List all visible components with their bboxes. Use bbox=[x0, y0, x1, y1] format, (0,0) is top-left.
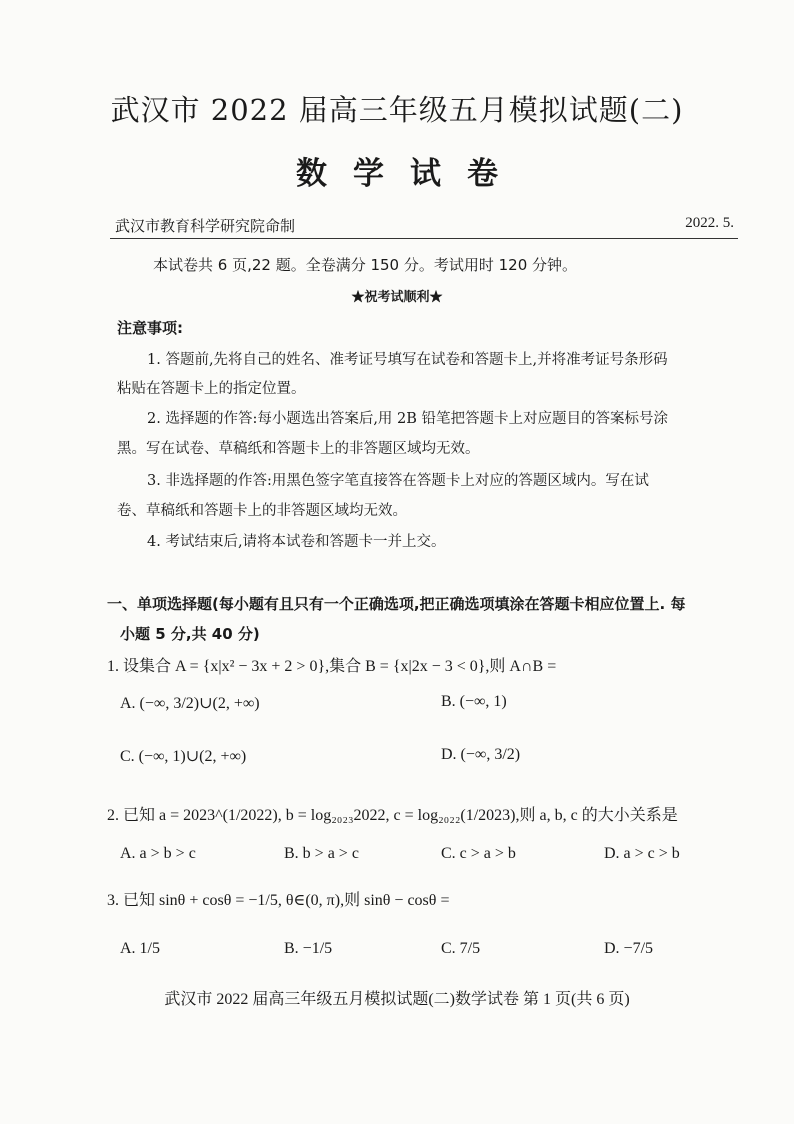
note-3-line1: 3. 非选择题的作答:用黑色签字笔直接答在答题卡上对应的答题区域内。写在试 bbox=[147, 473, 649, 489]
blessing: ★祝考试顺利★ bbox=[351, 290, 443, 305]
exam-intro: 本试卷共 6 页,22 题。全卷满分 150 分。考试用时 120 分钟。 bbox=[153, 256, 578, 274]
note-1-line2: 粘贴在答题卡上的指定位置。 bbox=[117, 381, 306, 397]
question-1-option-c: C. (−∞, 1)∪(2, +∞) bbox=[120, 748, 247, 765]
question-1-option-b: B. (−∞, 1) bbox=[441, 693, 507, 710]
header-divider bbox=[110, 238, 738, 239]
question-2-option-a: A. a > b > c bbox=[120, 845, 196, 862]
note-4-line1: 4. 考试结束后,请将本试卷和答题卡一并上交。 bbox=[147, 534, 446, 550]
question-3-stem: 3. 已知 sinθ + cosθ = −1/5, θ∈(0, π),则 sinθ − cosθ = bbox=[107, 892, 450, 909]
note-1-line1: 1. 答题前,先将自己的姓名、准考证号填写在试卷和答题卡上,并将准考证号条形码 bbox=[147, 352, 668, 368]
note-2-line2: 黑。写在试卷、草稿纸和答题卡上的非答题区域均无效。 bbox=[117, 441, 480, 457]
issuer: 武汉市教育科学研究院命制 bbox=[115, 217, 296, 235]
question-3-option-a: A. 1/5 bbox=[120, 940, 160, 957]
question-3-option-b: B. −1/5 bbox=[284, 940, 333, 957]
question-2-stem: 2. 已知 a = 2023^(1/2022), b = log₂₀₂₃2022, c = log₂₀₂₂(1/2023),则 a, b, c 的大小关系是 bbox=[107, 807, 678, 824]
question-1-option-a: A. (−∞, 3/2)∪(2, +∞) bbox=[120, 695, 260, 712]
section-1-heading: 一、单项选择题(每小题有且只有一个正确选项,把正确选项填涂在答题卡相应位置上. 每 bbox=[107, 595, 686, 613]
exam-title: 武汉市 2022 届高三年级五月模拟试题(二) bbox=[110, 93, 684, 127]
exam-date: 2022. 5. bbox=[685, 215, 734, 231]
section-1-heading-line2: 小题 5 分,共 40 分) bbox=[120, 625, 260, 643]
notes-heading: 注意事项: bbox=[117, 319, 183, 337]
exam-subtitle: 数学试卷 bbox=[296, 156, 524, 192]
question-2-option-c: C. c > a > b bbox=[441, 845, 516, 862]
question-3-option-d: D. −7/5 bbox=[604, 940, 654, 957]
question-2-option-b: B. b > a > c bbox=[284, 845, 359, 862]
question-1-stem: 1. 设集合 A = {x|x² − 3x + 2 > 0},集合 B = {x|2x − 3 < 0},则 A∩B = bbox=[107, 658, 557, 675]
page-footer: 武汉市 2022 届高三年级五月模拟试题(二)数学试卷 第 1 页(共 6 页) bbox=[164, 991, 630, 1008]
note-2-line1: 2. 选择题的作答:每小题选出答案后,用 2B 铅笔把答题卡上对应题目的答案标号涂 bbox=[147, 411, 669, 427]
note-3-line2: 卷、草稿纸和答题卡上的非答题区域均无效。 bbox=[117, 503, 407, 519]
question-1-option-d: D. (−∞, 3/2) bbox=[441, 746, 521, 763]
question-3-option-c: C. 7/5 bbox=[441, 940, 481, 957]
question-2-option-d: D. a > c > b bbox=[604, 845, 680, 862]
